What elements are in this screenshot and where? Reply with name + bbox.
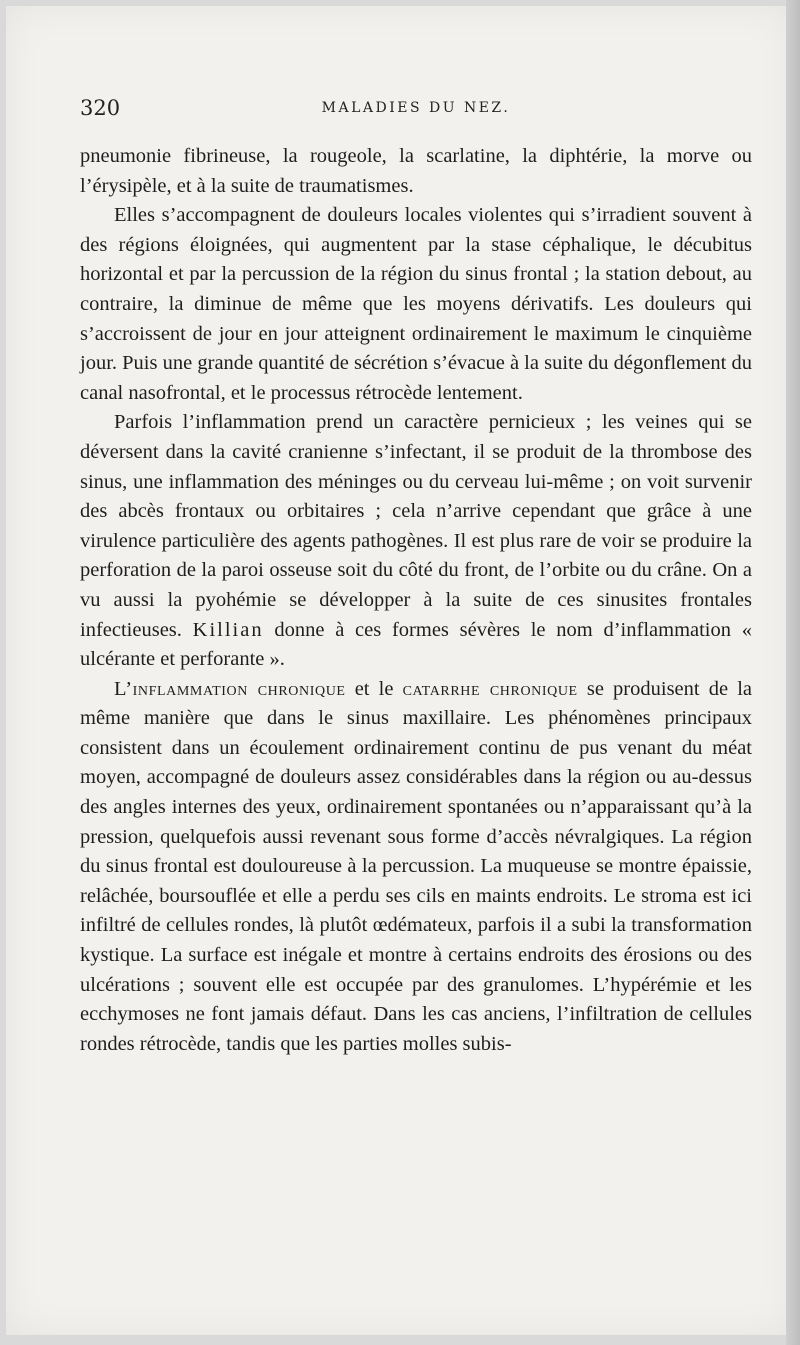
page-edge-shadow: [786, 0, 800, 1345]
page-number: 320: [80, 96, 121, 120]
term-connector: et le: [345, 677, 403, 700]
author-name: Killian: [192, 618, 264, 641]
page-header: [80, 96, 752, 126]
paragraph-4: [80, 675, 752, 1060]
paragraph-1: pneumonie fibrineuse, la rougeole, la scarlatine, la diphtérie, la morve ou l’érysipèle, et à la suite de traumatismes.: [80, 145, 752, 197]
body-text: [80, 142, 752, 1059]
paragraph-3-text-after: donne à ces formes sévères le nom d’inflammation « ulcérante et perforante ».: [80, 618, 752, 671]
running-head: MALADIES DU NEZ.: [321, 100, 511, 116]
term-catarrhe-chronique: catarrhe chronique: [402, 677, 578, 700]
paragraph-3-text-before: Parfois l’inflammation prend un caractère pernicieux ; les veines qui se déversent dans la cavité cranienne s’infectant, il se produit de la thrombose des sinus, une inflammation des méninges ou du cerveau lui-même ; on voit survenir des abcès frontaux ou orbitaires ; cela n’arrive cependant que grâce à une virulence particulière des agents pathogènes. Il est plus rare de voir se produire la perforation de la paroi osseuse soit du côté du front, de l’orbite ou du crâne. On a vu aussi la pyohémie se développer à la suite de ces sinusites frontales infectieuses.: [80, 411, 752, 641]
term-inflammation-chronique: L’inflammation chronique: [114, 677, 346, 700]
paragraph-2: Elles s’accompagnent de douleurs locales violentes qui s’irradient souvent à des régions éloignées, qui augmentent par la stase céphalique, le décubitus horizontal et par la percussion de la région du sinus frontal ; la station debout, au contraire, la diminue de même que les moyens dérivatifs. Les douleurs qui s’accroissent de jour en jour atteignent ordinairement le maximum le cinquième jour. Puis une grande quantité de sécrétion s’évacue à la suite du dégonflement du canal nasofrontal, et le processus rétrocède lentement.: [80, 204, 752, 404]
paragraph-3: [80, 408, 752, 674]
paragraph-4-text: se produisent de la même manière que dans le sinus maxillaire. Les phénomènes principaux consistent dans un écoulement ordinairement continu de pus venant du méat moyen, accompagné de douleurs assez considérables dans la région ou au-dessus des angles internes des yeux, ordinairement spontanées ou n’apparaissant qu’à la pression, quelquefois aussi revenant sous forme d’accès névralgiques. La région du sinus frontal est douloureuse à la percussion. La muqueuse se montre épaissie, relâchée, boursouflée et elle a perdu ses cils en maints endroits. Le stroma est ici infiltré de cellules rondes, là plutôt œdémateux, parfois il a subi la transformation kystique. La surface est inégale et montre à certains endroits des érosions ou des ulcérations ; souvent elle est occupée par des granulomes. L’hypérémie et les ecchymoses ne font jamais défaut. Dans les cas anciens, l’infiltration de cellules rondes rétrocède, tandis que les parties molles subis-: [80, 677, 753, 1055]
